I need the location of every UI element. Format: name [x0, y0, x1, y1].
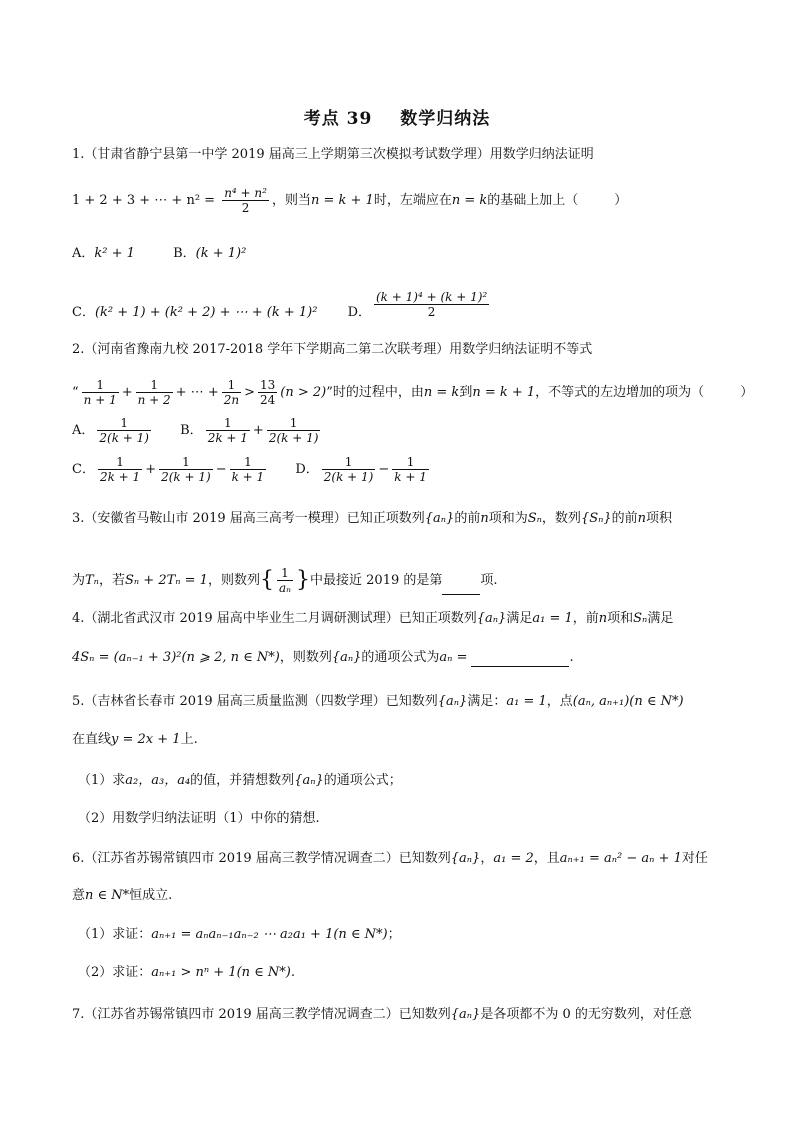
- q6-part1: （1）求证：aₙ₊₁ = aₙaₙ₋₁aₙ₋₂ ⋯ a₂a₁ + 1(n ∈ N*)；: [78, 927, 401, 942]
- q1-lhs: 1 + 2 + 3 + ⋯ + n² =: [72, 193, 216, 208]
- q5-line2: 在直线y = 2x + 1上.: [72, 732, 198, 747]
- q2-options-ab: [72, 416, 323, 445]
- q4-answer-blank: [471, 648, 569, 667]
- q3-line1: 3.（安徽省马鞍山市 2019 届高三高考一模理）已知正项数列{aₙ}的前n项和为Sₙ，数列{Sₙ}的前n项积: [72, 511, 673, 526]
- q4-line1: 4.（湖北省武汉市 2019 届高中毕业生二月调研测试理）已知正项数列{aₙ}满足a₁ = 1，前n项和Sₙ满足: [72, 611, 674, 626]
- q5-line1: 5.（吉林省长春市 2019 届高三质量监测（四数学理）已知数列{aₙ}满足：a₁ = 1，点(aₙ, aₙ₊₁)(n ∈ N*): [72, 694, 684, 709]
- page-title: [0, 104, 794, 129]
- q6-part2: （2）求证：aₙ₊₁ > nⁿ + 1(n ∈ N*).: [78, 965, 296, 980]
- q2-option-a: A． $\frac{1}{2(k + 1)}$: [72, 416, 149, 445]
- q7-line1: 7.（江苏省苏锡常镇四市 2019 届高三教学情况调查二）已知数列{aₙ}是各项都不为 0 的无穷数列，对任意: [72, 1007, 692, 1022]
- q6-line1: 6.（江苏省苏锡常镇四市 2019 届高三教学情况调查二）已知数列{aₙ}，a₁ = 2，且aₙ₊₁ = aₙ² − aₙ + 1对任: [72, 851, 708, 866]
- q2-option-d: D． $\frac{1}{2(k + 1)}$ − $\frac{1}{k + 1}$: [295, 455, 427, 484]
- q6-line2: 意n ∈ N*恒成立.: [72, 888, 173, 903]
- q1-fraction: $\frac{\text{n⁴ + n²}}{2}$: [224, 186, 267, 215]
- q5-part1: （1）求a₂，a₃，a₄的值，并猜想数列{aₙ}的通项公式；: [78, 773, 402, 788]
- q2-option-c: C． $\frac{1}{2k + 1}$ + $\frac{1}{2(k + 1)}$ − $\frac{1}{k + 1}$: [72, 455, 265, 484]
- q3-line2: 为Tₙ，若Sₙ + 2Tₙ = 1，则数列{ $\frac{1}{\text{aₙ}}$ }中最接近 2019 的是第 项.: [72, 566, 498, 595]
- q5-part2: （2）用数学归纳法证明（1）中你的猜想.: [78, 811, 320, 826]
- q2-option-b: B． $\frac{1}{2k + 1}$ + $\frac{1}{2(k + 1)}$: [180, 416, 319, 445]
- q1-option-c: C．(k² + 1) + (k² + 2) + ⋯ + (k + 1)²: [72, 305, 318, 320]
- q3-answer-blank: [442, 576, 480, 595]
- q1-header: 1.（甘肃省静宁县第一中学 2019 届高三上学期第三次模拟考试数学理）用数学归纳法证明: [72, 147, 594, 162]
- q1-options-ab: [72, 245, 246, 263]
- q1-option-b: B．(k + 1)²: [173, 246, 247, 261]
- q1-statement: 1 + 2 + 3 + ⋯ + n² = $\frac{\text{n⁴ + n²}}{2}$ ，则当n = k + 1时，左端应在n = k的基础上加上（ ）: [72, 186, 628, 215]
- q2-options-cd: [72, 455, 432, 484]
- q1-options-cd: [72, 290, 492, 327]
- q2-statement: “ $\frac{1}{n + 1}$ + $\frac{1}{n + 2}$ + ⋯ + $\frac{1}{2n}$ > $\frac{13}{24}$ (n > 2)”时的过程中，由n = k到n = k + 1，不等式的左边增加的项为（ ）: [72, 378, 754, 407]
- q1-option-a: A．k² + 1: [72, 246, 135, 261]
- q2-header: 2.（河南省豫南九校 2017-2018 学年下学期高二第二次联考理）用数学归纳法证明不等式: [72, 342, 593, 357]
- title-topic-number: 考点 39: [303, 109, 373, 129]
- q1-option-d: D． $\frac{\text{(k + 1)⁴ + (k + 1)²}}{2}$: [347, 290, 488, 320]
- title-topic-name: 数学归纳法: [400, 109, 491, 129]
- q4-line2: 4Sₙ = (aₙ₋₁ + 3)²(n ⩾ 2, n ∈ N*)，则数列{aₙ}的通项公式为aₙ = .: [72, 650, 574, 665]
